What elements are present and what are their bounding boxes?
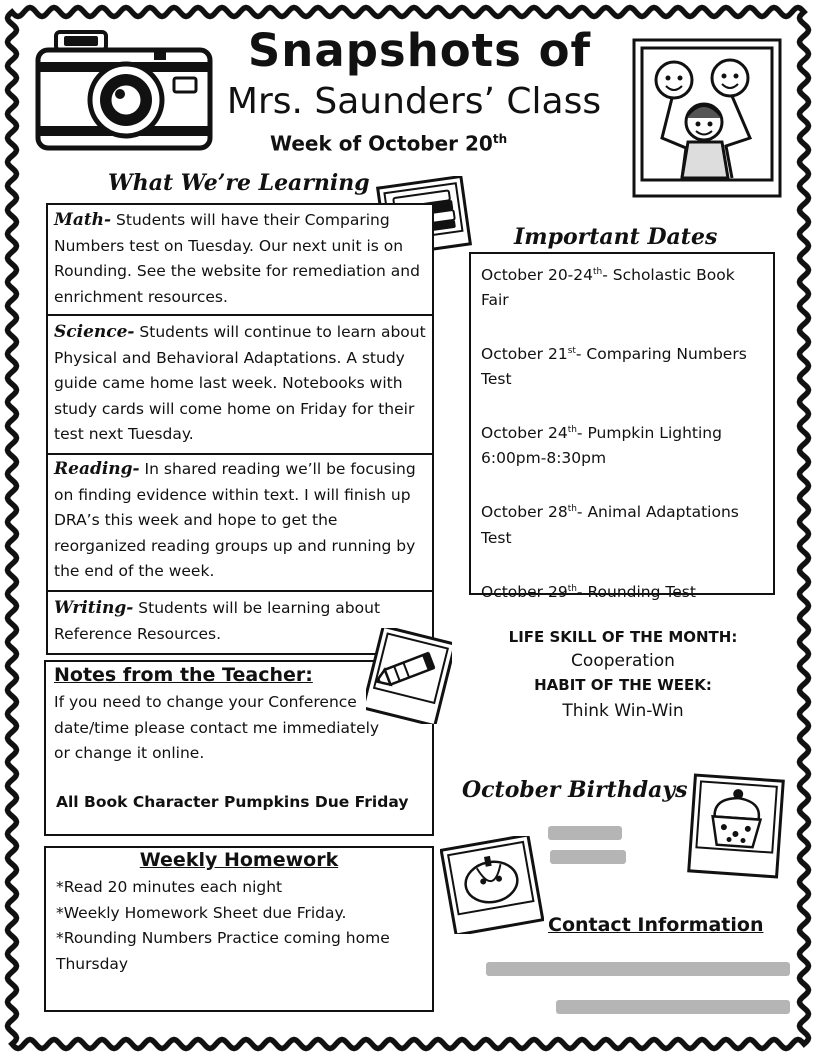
homework-item: *Rounding Numbers Practice coming home Thursday [56,929,390,973]
divider [46,314,434,316]
reading-section [54,457,426,585]
redacted-contact [486,962,790,976]
reading-label: Reading- [54,459,140,479]
writing-text: Students will be learning about Reference Resources. [54,599,381,643]
kids-photo-icon [632,38,782,198]
life-skill-block [468,626,778,726]
class-name: Mrs. Saunders’ Class [226,81,602,122]
math-text: Students will have their Comparing Numbers test on Tuesday. Our next unit is on Rounding. See the website for remediation and enrichment resources. [54,211,420,306]
homework-item: *Weekly Homework Sheet due Friday. [56,903,347,922]
date-item: October 29th- Rounding Test [481,582,696,601]
divider [46,590,434,592]
important-dates-heading: Important Dates [514,224,718,250]
notes-heading: Notes from the Teacher: [54,664,313,686]
life-skill-value: Cooperation [571,651,675,671]
pencil-icon [366,628,452,724]
camera-icon [34,30,214,154]
math-section [54,208,426,310]
habit-value: Think Win-Win [562,701,684,721]
date-item: October 24th- Pumpkin Lighting 6:00pm-8:30pm [481,424,722,468]
writing-label: Writing- [54,598,134,618]
contact-heading: Contact Information [548,914,764,936]
notes-bold-note: All Book Character Pumpkins Due Friday [56,793,409,811]
notes-text: If you need to change your Conference date/time please contact me immediately or change it online. [54,693,380,762]
homework-heading: Weekly Homework [139,849,339,871]
science-label: Science- [54,322,135,342]
redacted-birthday [550,850,626,864]
reading-text: In shared reading we’ll be focusing on finding evidence within text. I will finish up DRA’s this week and hope to get the reorganized reading groups up and running by the end of the week. [54,460,416,580]
week-of-date: Week of October 20th [270,131,508,156]
redacted-birthday [548,826,622,840]
habit-caption: HABIT OF THE WEEK: [534,676,712,694]
divider [46,453,434,455]
science-text: Students will continue to learn about Physical and Behavioral Adaptations. A study guide came home last week. Notebooks with study cards will come home on Friday for their test next Tuesday. [54,323,426,443]
date-item: October 20-24th- Scholastic Book Fair [481,266,735,310]
math-label: Math- [54,210,112,230]
homework-list [56,875,416,977]
important-dates-box [469,252,775,601]
homework-item: *Read 20 minutes each night [56,878,283,896]
science-section [54,320,426,448]
birthdays-heading: October Birthdays [462,777,688,803]
date-item: October 21st- Comparing Numbers Test [481,345,747,389]
pumpkin-photo-icon [440,836,544,934]
date-item: October 28th- Animal Adaptations Test [481,503,739,547]
newsletter-title: Snapshots of [247,24,592,77]
cupcake-icon [686,772,786,880]
learning-heading: What We’re Learning [108,170,370,196]
redacted-contact [556,1000,790,1014]
life-skill-caption: LIFE SKILL OF THE MONTH: [508,628,738,646]
